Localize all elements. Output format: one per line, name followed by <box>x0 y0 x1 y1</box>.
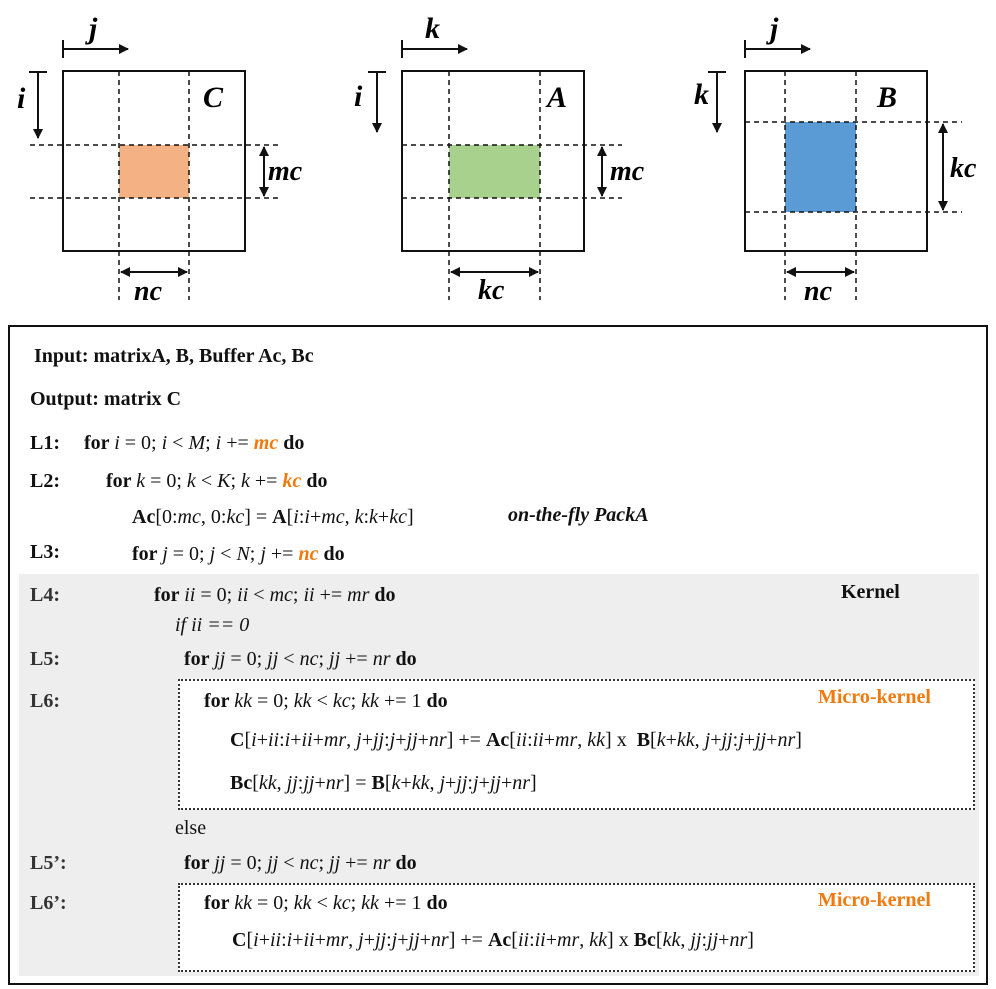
compute-C-line-1: C[i+ii:i+ii+mr, j+jj:j+jj+nr] += Ac[ii:ii+mr, kk] x B[k+kk, j+jj:j+jj+nr] <box>230 729 802 751</box>
loop-L5-prime: for jj = 0; jj < nc; jj += nr do <box>184 852 417 874</box>
matrix-b-panel <box>694 12 977 307</box>
label-L3: L3: <box>30 541 60 563</box>
loop-L4: for ii = 0; ii < mc; ii += mr do <box>154 584 396 606</box>
loop-L6: for kk = 0; kk < kc; kk += 1 do <box>204 690 448 712</box>
col-dim-label: k <box>425 12 440 45</box>
matrix-a-panel <box>354 12 645 306</box>
micro-kernel-label-2: Micro-kernel <box>818 889 931 911</box>
input-line: Input: matrixA, B, Buffer Ac, Bc <box>34 345 314 367</box>
label-L5: L5: <box>30 648 60 670</box>
loop-L2: for k = 0; k < K; k += kc do <box>106 470 328 492</box>
row-dim-label: i <box>354 80 363 113</box>
label-L6-prime: L6’: <box>30 892 67 914</box>
pack-a-line: Ac[0:mc, 0:kc] = A[i:i+mc, k:k+kc] <box>132 506 414 528</box>
pack-a-comment: on-the-fly PackA <box>508 504 649 526</box>
row-dim-label: k <box>694 78 709 111</box>
matrix-a-block <box>449 145 540 198</box>
micro-kernel-label-1: Micro-kernel <box>818 686 931 708</box>
block-height-label: mc <box>610 156 645 187</box>
block-width-label: kc <box>478 275 505 306</box>
loop-L5: for jj = 0; jj < nc; jj += nr do <box>184 648 417 670</box>
label-L2: L2: <box>30 470 60 492</box>
else-line: else <box>175 817 207 839</box>
block-width-label: nc <box>134 276 162 307</box>
label-L4: L4: <box>30 584 60 606</box>
matrix-b-block <box>785 122 856 212</box>
row-dim-label: i <box>17 82 26 115</box>
matrix-c-panel <box>17 12 303 307</box>
label-L5-prime: L5’: <box>30 852 67 874</box>
matrix-name: B <box>877 81 898 114</box>
loop-L3: for j = 0; j < N; j += nc do <box>132 543 345 565</box>
label-L6: L6: <box>30 690 60 712</box>
matrix-c-block <box>119 145 189 198</box>
loop-L1: for i = 0; i < M; i += mc do <box>84 432 305 454</box>
if-line: if ii == 0 <box>175 614 250 636</box>
matrix-name: A <box>547 81 568 114</box>
col-dim-label: j <box>770 12 779 45</box>
compute-C-line-2: C[i+ii:i+ii+mr, j+jj:j+jj+nr] += Ac[ii:ii+mr, kk] x Bc[kk, jj:jj+nr] <box>232 929 754 951</box>
matrix-block-diagram <box>0 0 996 310</box>
block-height-label: mc <box>268 156 303 187</box>
label-L1: L1: <box>30 432 60 454</box>
pack-B-line: Bc[kk, jj:jj+nr] = B[k+kk, j+jj:j+jj+nr] <box>230 772 537 794</box>
algorithm-box <box>8 325 988 985</box>
block-width-label: nc <box>804 276 832 307</box>
block-height-label: kc <box>950 153 977 184</box>
loop-L6-prime: for kk = 0; kk < kc; kk += 1 do <box>204 892 448 914</box>
col-dim-label: j <box>89 12 98 45</box>
matrix-name: C <box>203 81 224 114</box>
output-line: Output: matrix C <box>30 388 182 410</box>
kernel-label: Kernel <box>841 581 900 603</box>
